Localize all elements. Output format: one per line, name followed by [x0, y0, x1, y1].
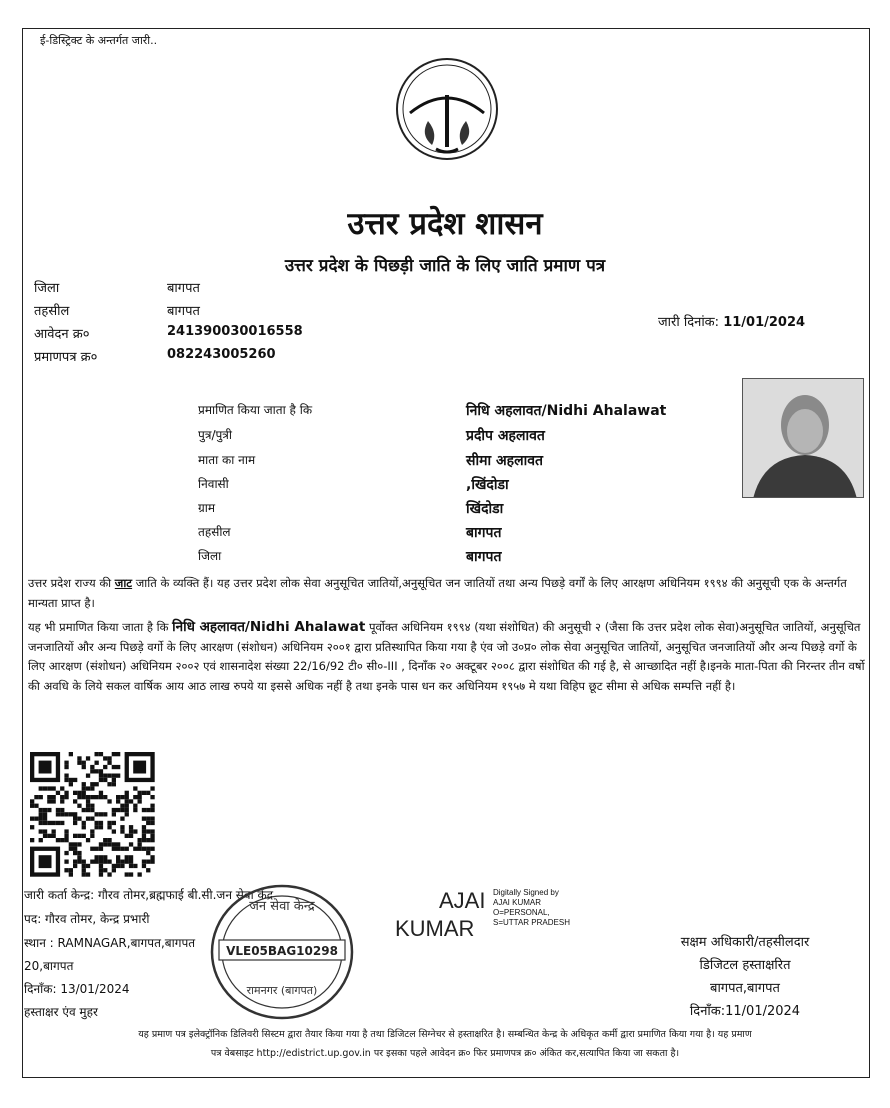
issue-date-value: 11/01/2024: [723, 315, 806, 330]
issuer-place-2: 20,बागपत: [24, 959, 74, 973]
signature-line-1: Digitally Signed by: [493, 888, 559, 897]
intro-label: प्रमाणित किया जाता है कि: [198, 403, 313, 417]
tehsil-label: तहसील: [34, 304, 70, 319]
up-emblem-icon: [388, 55, 506, 163]
issue-date: [658, 312, 805, 330]
officer-title: सक्षम अधिकारी/तहसीलदार: [680, 935, 810, 950]
issuer-post: पद: गौरव तोमर, केन्द्र प्रभारी: [24, 912, 150, 926]
cert-district-value: बागपत: [466, 549, 502, 565]
district-value: बागपत: [167, 281, 200, 296]
resident-value: ,खिंदोडा: [466, 477, 509, 493]
application-number: 241390030016558: [167, 324, 303, 339]
certificate-number: 082243005260: [167, 347, 276, 362]
stamp-code: VLE05BAG10298: [226, 944, 338, 958]
issue-date-label: जारी दिनांक:: [658, 315, 720, 330]
cert-tehsil-label: तहसील: [198, 525, 231, 539]
certificate-label: प्रमाणपत्र क्र०: [34, 350, 98, 365]
page-subtitle: उत्तर प्रदेश के पिछड़ी जाति के लिए जाति प्रमाण पत्र: [284, 256, 606, 276]
seal-stamp: [207, 882, 357, 1022]
footer-line-2: पत्र वेबसाइट http://edistrict.up.gov.in पर इसका पहले आवेदन क्र० फिर प्रमाणपत्र क्र० अंकित कर,सत्यापित किया जा सकता है।: [210, 1048, 680, 1059]
para2-person-name: निधि अहलावत/Nidhi Ahalawat: [172, 619, 366, 635]
caste-paragraph: [28, 574, 868, 613]
officer-date: दिनाँक:11/01/2024: [689, 1004, 801, 1019]
signer-name-line1: AJAI: [439, 888, 486, 913]
parent-label: पुत्र/पुत्री: [198, 428, 233, 442]
sign-seal-label: हस्ताक्षर एंव मुहर: [24, 1005, 98, 1019]
stamp-top-text: जन सेवा केन्द्र: [249, 899, 315, 914]
page-title: उत्तर प्रदेश शासन: [347, 206, 543, 242]
qr-code: [30, 752, 158, 878]
tehsil-value: बागपत: [167, 304, 200, 319]
signer-name-line2: KUMAR: [395, 916, 475, 941]
applicant-photo: [742, 378, 864, 498]
caste-name: जाट: [114, 576, 133, 590]
parent-name: प्रदीप अहलावत: [466, 428, 545, 444]
cert-district-label: जिला: [198, 549, 222, 563]
officer-sign: डिजिटल हस्ताक्षरित: [699, 958, 791, 973]
para2-text-a: यह भी प्रमाणित किया जाता है कि: [28, 620, 173, 634]
issuer-place: स्थान : RAMNAGAR,बागपत,बागपत: [24, 936, 196, 950]
mother-label: माता का नाम: [198, 453, 256, 467]
village-label: ग्राम: [198, 501, 216, 515]
person-name: निधि अहलावत/Nidhi Ahalawat: [466, 403, 667, 419]
signature-line-4: S=UTTAR PRADESH: [493, 918, 570, 927]
para1-text-b: जाति के व्यक्ति हैं। यह उत्तर प्रदेश लोक सेवा अनुसूचित जातियों,अनुसूचित जन जातियों तथा अन्य पिछड़े वर्गों के लिए आरक्षण अधिनियम १९९४ की अनुसूची एक के अन्तर्गत मान्यता प्राप्त है।: [28, 576, 847, 610]
issuer-date: दिनाँक: 13/01/2024: [24, 982, 130, 996]
header-note: ई-डिस्ट्रिक्ट के अन्तर्गत जारी..: [40, 34, 158, 47]
issuer-center: जारी कर्ता केन्द्र: गौरव तोमर,ब्रह्मफाई बी.सी.जन सेवा केंद्र: [24, 888, 274, 902]
officer-place: बागपत,बागपत: [710, 981, 780, 996]
mother-name: सीमा अहलावत: [466, 453, 543, 469]
village-value: खिंदोडा: [466, 501, 504, 517]
cert-tehsil-value: बागपत: [466, 525, 502, 541]
signature-line-3: O=PERSONAL,: [493, 908, 550, 917]
signature-details: [493, 888, 570, 928]
application-label: आवेदन क्र०: [34, 327, 90, 342]
resident-label: निवासी: [198, 477, 229, 491]
footer-line-1: यह प्रमाण पत्र इलेक्ट्रॉनिक डिलिवरी सिस्टम द्वारा तैयार किया गया है तथा डिजिटल सिग्नेचर से हस्ताक्षरित है। सम्बन्धित केन्द्र के अधिकृत कर्मी द्वारा प्रमाणित किया गया है। यह प्रमाण: [138, 1029, 752, 1040]
para1-text-a: उत्तर प्रदेश राज्य की: [28, 576, 115, 590]
para2-text-b: पूर्वोक्त अधिनियम १९९४ (यथा संशोधित) की अनुसूची २ (जैसा कि उत्तर प्रदेश लोक सेवा)अनुसूचित जातियों, अनुसूचित जनजातियों और अन्य पिछड़े वर्गो के लिए आरक्षण (संशोधन) अधिनियम २००१ द्वारा प्रतिस्थापित किया गया है एंव जो उ०प्र० लोक सेवा अनुसूचित जातियों, अनुसूचित जनजातियों और अन्य पिछड़े वर्गो के लिए आरक्षण (संशोधन) अधिनियम २००२ एवं शासनादेश संख्या 22/16/92 टी० सी०-III , दिनाँक २० अक्टूबर २००८ द्वारा संशोधित की गई है, से आच्छादित नहीं है।इनके माता-पिता की निरन्तर तीन वर्षो की अवधि के लिये सकल वार्षिक आय आठ लाख रुपये या इससे अधिक नहीं है तथा इनके पास धन कर अधिनियम १९५७ मे यथा विहिप छूट सीमा से अधिक सम्पत्ति नहीं है।: [28, 620, 865, 693]
signature-line-2: AJAI KUMAR: [493, 898, 542, 907]
digital-signature: [395, 888, 605, 948]
district-label: जिला: [34, 281, 60, 296]
stamp-bottom-text: रामनगर (बागपत): [246, 984, 318, 997]
certification-paragraph: [28, 618, 868, 696]
